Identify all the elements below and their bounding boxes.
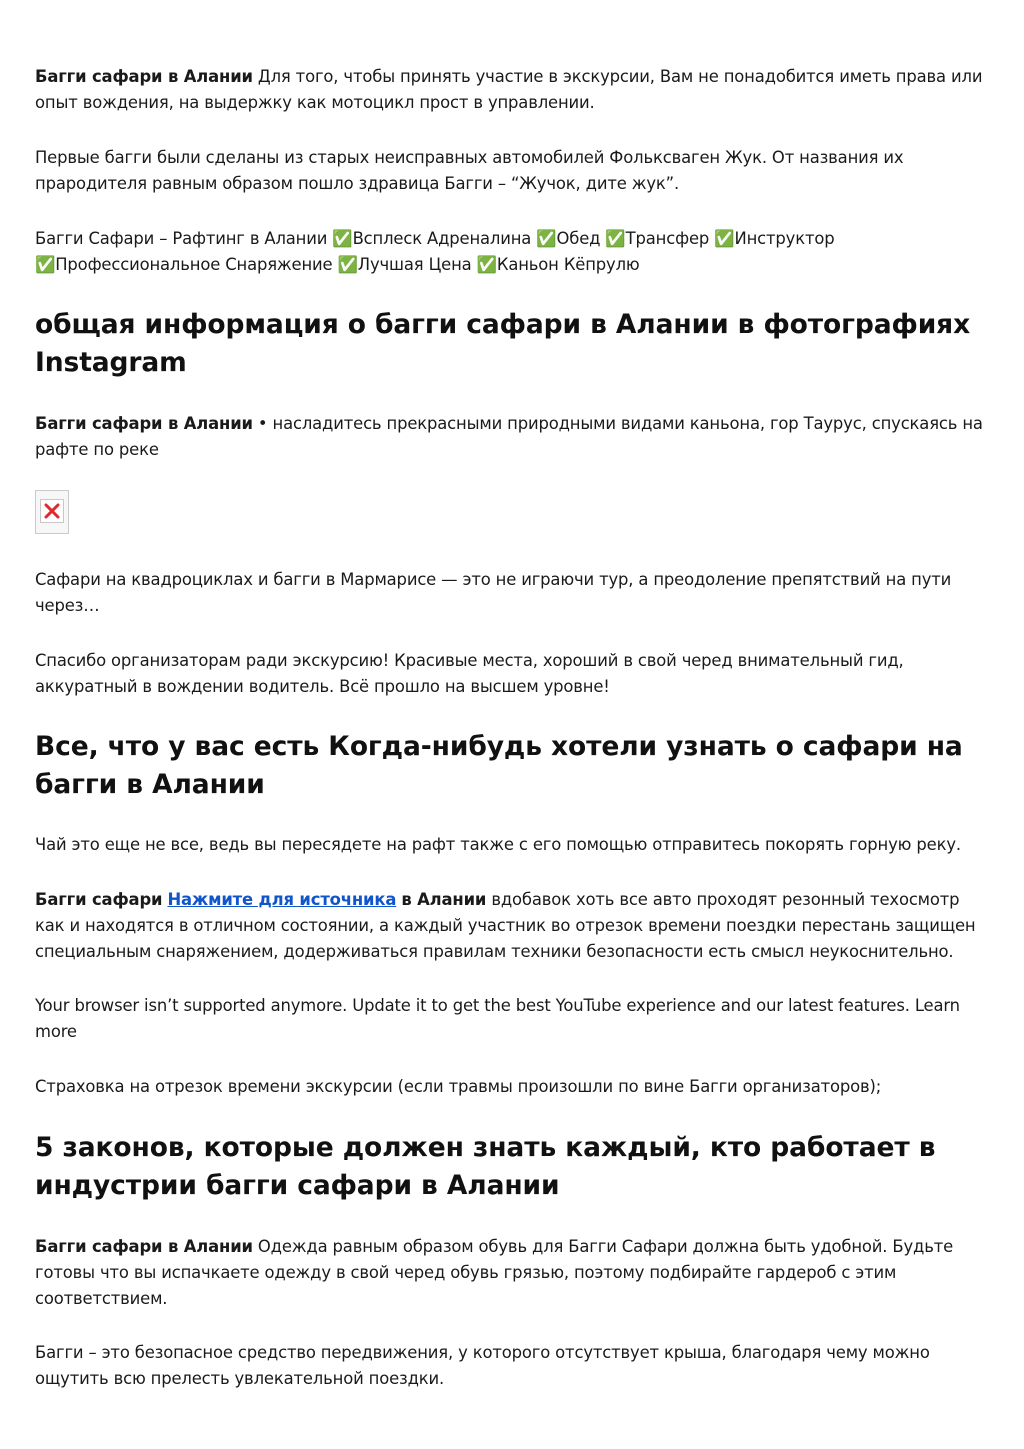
paragraph-4-bold: Багги сафари в Алании xyxy=(35,414,253,433)
paragraph-1-bold: Багги сафари в Алании xyxy=(35,67,253,86)
heading-five-laws: 5 законов, которые должен знать каждый, кто работает в индустрии багги сафари в Алании xyxy=(35,1132,936,1201)
heading-everything: Все, что у вас есть Когда-нибудь хотели узнать о сафари на багги в Алании xyxy=(35,731,963,800)
heading-instagram: общая информация о багги сафари в Алании в фотографиях Instagram xyxy=(35,309,971,378)
paragraph-8 xyxy=(35,887,990,965)
paragraph-8-bold-1: Багги сафари xyxy=(35,890,163,909)
close-icon xyxy=(41,500,63,522)
paragraph-3: Багги Сафари – Рафтинг в Алании ✅Всплеск Адреналина ✅Обед ✅Трансфер ✅Инструктор ✅Профессиональное Снаряжение ✅Лучшая Цена ✅Каньон Кёпрулю xyxy=(35,229,835,274)
source-link[interactable]: Нажмите для источника xyxy=(167,890,397,909)
paragraph-8-bold-2: в Алании xyxy=(401,890,487,909)
broken-image-frame xyxy=(40,499,64,523)
paragraph-12: Багги – это безопасное средство передвижения, у которого отсутствует крыша, благодаря чему можно ощутить всю прелесть увлекательной поездки. xyxy=(35,1343,930,1388)
paragraph-5: Сафари на квадроциклах и багги в Мармарисе — это не играючи тур, а преодоление препятствий на пути через… xyxy=(35,570,952,615)
paragraph-4 xyxy=(35,411,990,463)
paragraph-11-bold: Багги сафари в Алании xyxy=(35,1237,253,1256)
paragraph-10: Страховка на отрезок времени экскурсии (если травмы произошли по вине Багги организаторов); xyxy=(35,1077,882,1096)
paragraph-11-text: Одежда равным образом обувь для Багги Сафари должна быть удобной. Будьте готовы что вы испачкаете одежду в свой черед обувь грязью, поэтому подбирайте гардероб с этим соответствием. xyxy=(35,1237,954,1308)
broken-image-icon xyxy=(35,490,69,534)
paragraph-2: Первые багги были сделаны из старых неисправных автомобилей Фольксваген Жук. От названия их прародителя равным образом пошло здравица Багги – “Жучок, дите жук”. xyxy=(35,148,904,193)
paragraph-4-text: • насладитесь прекрасными природными видами каньона, гор Таурус, спускаясь на рафте по реке xyxy=(35,414,983,459)
paragraph-11 xyxy=(35,1234,990,1312)
paragraph-7: Чай это еще не все, ведь вы пересядете на рафт также с его помощью отправитесь покорять горную реку. xyxy=(35,835,961,854)
paragraph-9: Your browser isn’t supported anymore. Update it to get the best YouTube experience and our latest features. Learn more xyxy=(35,996,960,1041)
paragraph-1-text: Для того, чтобы принять участие в экскурсии, Вам не понадобится иметь права или опыт вождения, на выдержку как мотоцикл прост в управлении. xyxy=(35,67,983,112)
paragraph-1 xyxy=(35,64,990,116)
paragraph-8-text: вдобавок хоть все авто проходят резонный техосмотр как и находятся в отличном состоянии, а каждый участник во отрезок времени поездки перестань защищен специальным снаряжением, додерживаться правилам техники безопасности есть смысл неукоснительно. xyxy=(35,890,976,961)
paragraph-6: Спасибо организаторам ради экскурсию! Красивые места, хороший в свой черед внимательный гид, аккуратный в вождении водитель. Всё прошло на высшем уровне! xyxy=(35,651,904,696)
